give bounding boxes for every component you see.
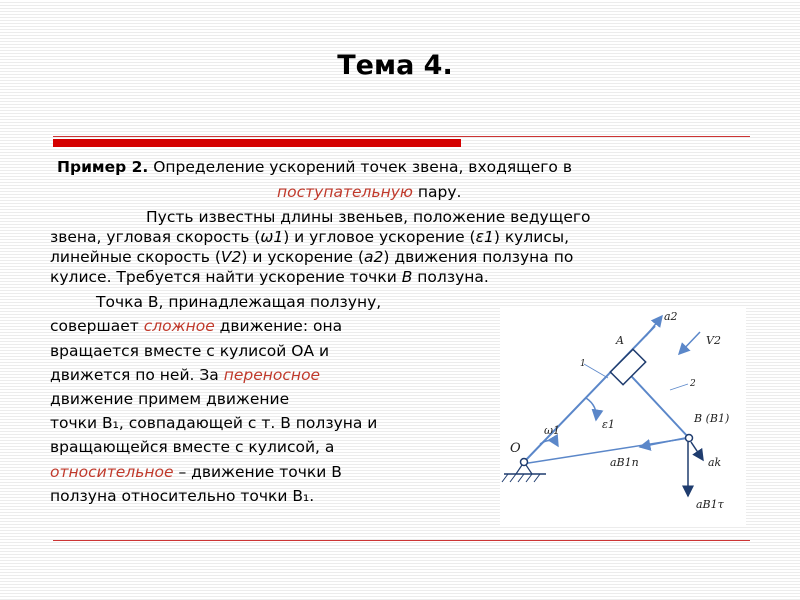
- para1-line3: [50, 247, 573, 267]
- para1-l2a: звена, угловая скорость (: [50, 228, 261, 246]
- omega-symbol: ω1: [260, 228, 284, 246]
- ak-arrow: [691, 442, 703, 460]
- example-heading: Пример 2.: [57, 158, 149, 176]
- label-1-leader: [584, 364, 608, 378]
- pivot-b: [686, 435, 693, 442]
- para2-l4: движется по ней. За: [50, 366, 219, 384]
- para2-l2a: совершает: [50, 317, 139, 335]
- para2-line2: [50, 316, 342, 336]
- mechanism-svg: [500, 306, 746, 526]
- mechanism-diagram: [500, 306, 746, 526]
- term-complex: сложное: [143, 317, 215, 335]
- para2-line4: [50, 365, 320, 385]
- para2-line9: ползуна относительно точки B₁.: [50, 487, 315, 505]
- example-end: пару.: [417, 183, 462, 201]
- label-1: 1: [580, 359, 586, 369]
- term-relative: относительное: [50, 463, 174, 481]
- example-text: Определение ускорений точек звена, входящего в: [153, 158, 572, 176]
- para2-line6: точки B₁, совпадающей с т. B ползуна и: [50, 414, 378, 432]
- label-at: aB1τ: [696, 498, 724, 511]
- para2-line3: вращается вместе с кулисой ОА и: [50, 342, 330, 360]
- slider-block: [610, 349, 645, 384]
- label-ak: ak: [708, 456, 722, 469]
- para1-l2b: ) и угловое ускорение (: [283, 228, 476, 246]
- example-line: [57, 157, 572, 177]
- para2-line1: Точка B, принадлежащая ползуну,: [96, 293, 382, 311]
- an-arrow: [640, 438, 685, 447]
- slide-title: Тема 4.: [337, 50, 453, 81]
- label-2-leader: [670, 384, 688, 390]
- para1-l3b: ) и ускорение (: [241, 248, 364, 266]
- title-rule: [53, 136, 750, 137]
- a2-arrow: [646, 316, 662, 336]
- para1-l2c: ) кулисы,: [493, 228, 570, 246]
- title-accent-bar: [53, 139, 461, 147]
- para1-l3c: ) движения ползуна по: [383, 248, 574, 266]
- epsilon-symbol: ε1: [475, 228, 494, 246]
- eps-arrow: [586, 398, 596, 420]
- label-a: A: [616, 334, 624, 347]
- term-transport: переносное: [223, 366, 321, 384]
- example-line-2: [277, 182, 461, 202]
- bottom-rule: [53, 540, 750, 541]
- label-an: aB1n: [610, 456, 639, 469]
- para2-line5: движение примем движение: [50, 390, 290, 408]
- pivot-o: [521, 459, 528, 466]
- para1-l4a: кулисе. Требуется найти ускорение точки: [50, 268, 397, 286]
- v2-arrow: [679, 332, 700, 354]
- para2-line8: [50, 462, 342, 482]
- label-a2: a2: [664, 310, 678, 323]
- label-v2: V2: [706, 334, 721, 347]
- label-b-b1: B (B1): [694, 412, 730, 425]
- b-symbol: B: [401, 268, 413, 286]
- label-omega1: ω1: [544, 424, 560, 437]
- para1-l3a: линейные скорость (: [50, 248, 221, 266]
- para2-l8b: – движение точки B: [178, 463, 342, 481]
- para1-line1: Пусть известны длины звеньев, положение ведущего: [146, 208, 591, 226]
- para2-l2b: движение: она: [219, 317, 343, 335]
- para1-line2: [50, 227, 569, 247]
- v2-symbol: V2: [220, 248, 242, 266]
- label-2: 2: [690, 379, 696, 389]
- term-translational: поступательную: [277, 183, 413, 201]
- para1-line4: [50, 267, 489, 287]
- para2-line7: вращающейся вместе с кулисой, а: [50, 438, 335, 456]
- a2-symbol: a2: [364, 248, 384, 266]
- label-o: O: [510, 441, 521, 456]
- label-eps1: ε1: [602, 418, 615, 431]
- para1-l4b: ползуна.: [417, 268, 489, 286]
